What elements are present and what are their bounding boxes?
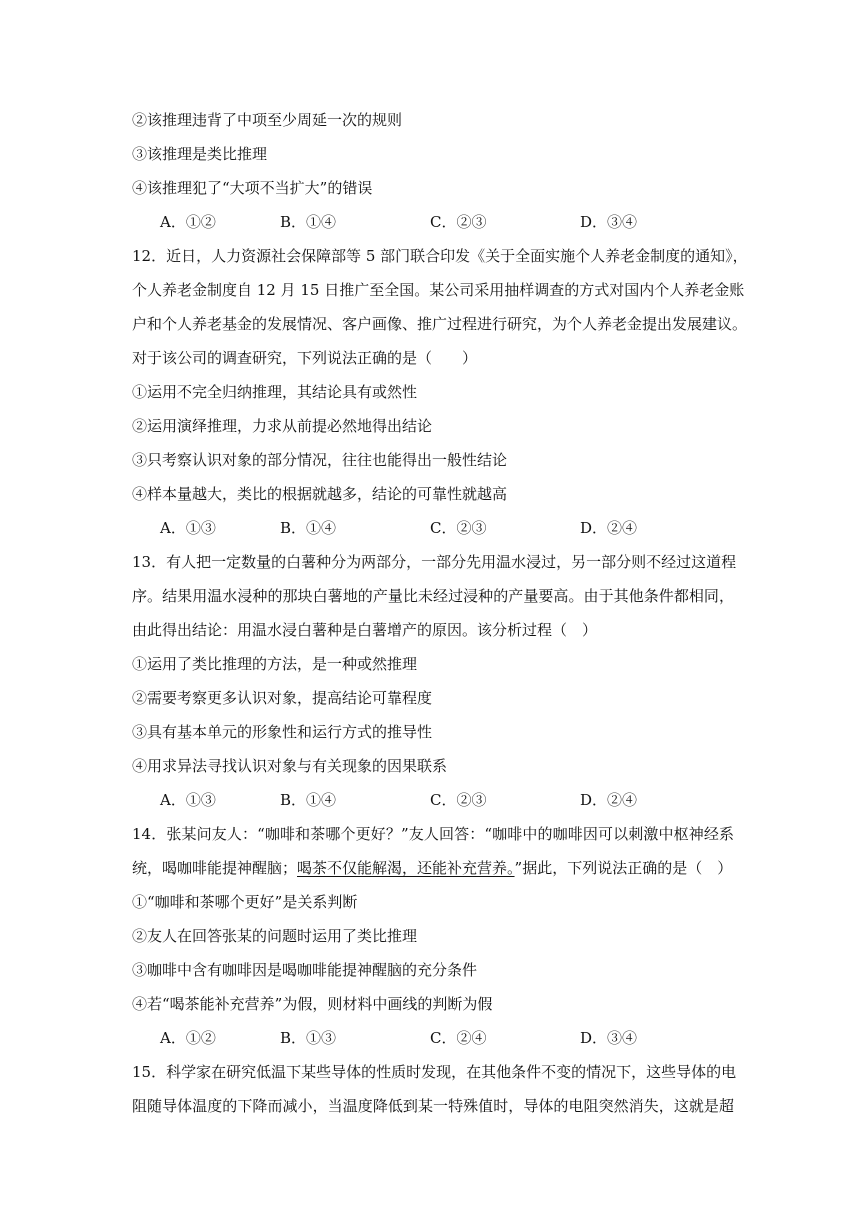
q14-option-d[interactable]: D．③④ xyxy=(580,1029,638,1047)
q14-statement-4: ④若“喝茶能补充营养”为假，则材料中画线的判断为假 xyxy=(132,995,493,1013)
q12-statement-2: ②运用演绎推理，力求从前提必然地得出结论 xyxy=(132,417,433,435)
q12-stem-line-1: 12．近日，人力资源社会保障部等 5 部门联合印发《关于全面实施个人养老金制度的通知》， xyxy=(132,247,748,265)
q13-option-a[interactable]: A．①③ xyxy=(160,791,216,809)
q11-options xyxy=(160,212,820,232)
q15-stem-line-2: 阻随导体温度的下降而减小，当温度降低到某一特殊值时，导体的电阻突然消失，这就是超 xyxy=(132,1097,734,1115)
q13-option-d[interactable]: D．②④ xyxy=(580,791,638,809)
q11-statement-3: ③该推理是类比推理 xyxy=(132,145,268,163)
q14-stem-line-1: 14．张某问友人：“咖啡和茶哪个更好？”友人回答：“咖啡中的咖啡因可以刺激中枢神经系 xyxy=(132,825,734,843)
q14-stem-text-after: ”据此，下列说法正确的是（ ） xyxy=(514,859,733,877)
q13-stem-line-3: 由此得出结论：用温水浸白薯种是白薯增产的原因。该分析过程（ ） xyxy=(132,621,598,639)
q12-stem-line-4: 对于该公司的调查研究，下列说法正确的是（ ） xyxy=(132,349,478,367)
q14-option-c[interactable]: C．②④ xyxy=(430,1029,487,1047)
q12-stem-line-3: 户和个人养老基金的发展情况、客户画像、推广过程进行研究，为个人养老金提出发展建议。 xyxy=(132,315,748,333)
q12-option-c[interactable]: C．②③ xyxy=(430,519,487,537)
q11-statement-4: ④该推理犯了“大项不当扩大”的错误 xyxy=(132,179,373,197)
q14-statement-1: ①“咖啡和茶哪个更好”是关系判断 xyxy=(132,893,358,911)
q13-statement-1: ①运用了类比推理的方法，是一种或然推理 xyxy=(132,655,418,673)
q11-option-b[interactable]: B．①④ xyxy=(280,213,337,231)
q15-stem-line-1: 15．科学家在研究低温下某些导体的性质时发现，在其他条件不变的情况下，这些导体的电 xyxy=(132,1063,737,1081)
q14-options xyxy=(160,1028,820,1048)
q13-option-b[interactable]: B．①④ xyxy=(280,791,337,809)
q13-stem-line-2: 序。结果用温水浸种的那块白薯地的产量比未经过浸种的产量要高。由于其他条件都相同， xyxy=(132,587,734,605)
q14-statement-2: ②友人在回答张某的问题时运用了类比推理 xyxy=(132,927,418,945)
q11-option-c[interactable]: C．②③ xyxy=(430,213,487,231)
q14-option-a[interactable]: A．①② xyxy=(160,1029,216,1047)
q12-options xyxy=(160,518,820,538)
q13-stem-line-1: 13．有人把一定数量的白薯种分为两部分，一部分先用温水浸过，另一部分则不经过这道程 xyxy=(132,553,737,571)
q13-options xyxy=(160,790,820,810)
q12-statement-3: ③只考察认识对象的部分情况，往往也能得出一般性结论 xyxy=(132,451,508,469)
q13-statement-4: ④用求异法寻找认识对象与有关现象的因果联系 xyxy=(132,757,448,775)
q11-option-a[interactable]: A．①② xyxy=(160,213,216,231)
q12-option-a[interactable]: A．①③ xyxy=(160,519,216,537)
q12-option-b[interactable]: B．①④ xyxy=(280,519,337,537)
q12-statement-1: ①运用不完全归纳推理，其结论具有或然性 xyxy=(132,383,418,401)
q11-statement-2: ②该推理违背了中项至少周延一次的规则 xyxy=(132,111,403,129)
q12-stem-line-2: 个人养老金制度自 12 月 15 日推广至全国。某公司采用抽样调查的方式对国内个人养老金账 xyxy=(132,281,745,299)
q12-statement-4: ④样本量越大，类比的根据就越多，结论的可靠性就越高 xyxy=(132,485,508,503)
q14-statement-3: ③咖啡中含有咖啡因是喝咖啡能提神醒脑的充分条件 xyxy=(132,961,478,979)
q14-stem-line-2 xyxy=(132,858,734,878)
q13-statement-2: ②需要考察更多认识对象，提高结论可靠程度 xyxy=(132,689,433,707)
q12-option-d[interactable]: D．②④ xyxy=(580,519,638,537)
q14-stem-text-before: 统，喝咖啡能提神醒脑； xyxy=(132,859,298,877)
q11-option-d[interactable]: D．③④ xyxy=(580,213,638,231)
q14-option-b[interactable]: B．①③ xyxy=(280,1029,337,1047)
q14-underlined-judgment: 喝茶不仅能解渴，还能补充营养。 xyxy=(297,859,515,877)
q13-option-c[interactable]: C．②③ xyxy=(430,791,487,809)
q13-statement-3: ③具有基本单元的形象性和运行方式的推导性 xyxy=(132,723,433,741)
